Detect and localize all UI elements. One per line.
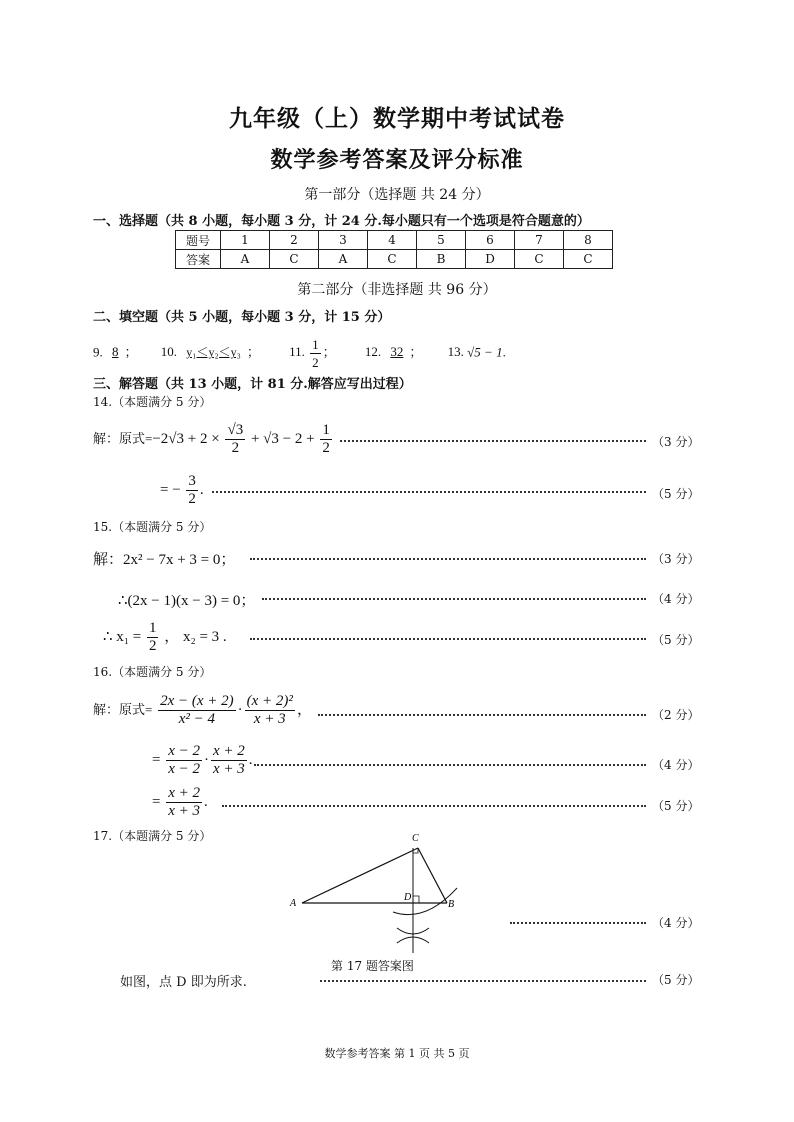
dotted-leader bbox=[250, 558, 646, 560]
right-angle-mark-d bbox=[413, 896, 419, 903]
q11-label: 11. bbox=[289, 344, 305, 360]
label-c: C bbox=[412, 833, 419, 844]
dotted-leader bbox=[510, 922, 646, 924]
segment-cb bbox=[418, 848, 447, 903]
q17-head: 17.（本题满分 5 分） bbox=[93, 829, 212, 843]
q10-label: 10. bbox=[160, 344, 178, 360]
answer-table bbox=[175, 230, 613, 269]
dotted-leader bbox=[320, 980, 646, 982]
q15-score2: （4 分） bbox=[652, 592, 700, 606]
q15-score1: （3 分） bbox=[652, 552, 700, 566]
q17-conclusion: 如图，点 D 即为所求. bbox=[120, 975, 247, 990]
q13-answer: √5 − 1 bbox=[467, 344, 503, 360]
q16-line2: = $\frac{x - 2}{x - 2}$ · $\frac{x + 2}{x + 3}$ . bbox=[152, 743, 253, 777]
fill-answers: 9. 8 ； 10. y₁＜y₂＜y₃ ； 11. $\frac{1}{2}$ ； 12. 32 ； 13. √5 − 1. bbox=[93, 337, 506, 370]
label-a: A bbox=[290, 898, 297, 909]
q15-line2: ∴(2x − 1)(x − 3) = 0； bbox=[118, 593, 256, 609]
dotted-leader bbox=[262, 598, 646, 600]
table-cell: D bbox=[466, 250, 515, 269]
table-cell: 5 bbox=[417, 231, 466, 250]
q16-score3: （5 分） bbox=[652, 799, 700, 813]
table-cell: A bbox=[319, 250, 368, 269]
q12-label: 12. bbox=[364, 344, 382, 360]
section-solve-title: 三、解答题（共 13 小题，计 81 分.解答应写出过程） bbox=[93, 377, 412, 392]
label-b: B bbox=[448, 899, 455, 910]
q15-head: 15.（本题满分 5 分） bbox=[93, 520, 212, 534]
table-cell: 6 bbox=[466, 231, 515, 250]
q16-score1: （2 分） bbox=[652, 708, 700, 722]
table-cell: 7 bbox=[515, 231, 564, 250]
q17-score2: （5 分） bbox=[652, 973, 700, 987]
page-footer: 数学参考答案 第 1 页 共 5 页 bbox=[324, 1047, 470, 1060]
q14-score2: （5 分） bbox=[652, 487, 700, 501]
part2-label: 第二部分（非选择题 共 96 分） bbox=[297, 282, 497, 298]
table-cell: C bbox=[368, 250, 417, 269]
q16-head: 16.（本题满分 5 分） bbox=[93, 665, 212, 679]
q10-answer: y₁＜y₂＜y₃ bbox=[186, 345, 241, 360]
table-cell: 3 bbox=[319, 231, 368, 250]
segment-ac bbox=[302, 848, 418, 903]
q14-line1: 解：原式=−2√3 + 2 × $\frac{√3}{2}$ + √3 − 2 + $\frac{1}{2}$ bbox=[93, 422, 330, 456]
table-cell: C bbox=[564, 250, 613, 269]
table-cell: C bbox=[270, 250, 319, 269]
q11-answer: $\frac{1}{2}$ bbox=[312, 337, 319, 370]
q16-line1: 解：原式= $\frac{2x - (x + 2)}{\text{x² − 4}}$ · $\frac{\text{(x + 2)²}}{x + 3}$ ， bbox=[93, 693, 312, 727]
table-cell: 2 bbox=[270, 231, 319, 250]
table-cell: 1 bbox=[221, 231, 270, 250]
q16-score2: （4 分） bbox=[652, 758, 700, 772]
dotted-leader bbox=[250, 638, 646, 640]
q15-line3: ∴ x₁ = $\frac{1}{2}$ ， x₂ = 3 . bbox=[103, 620, 227, 654]
section-fill-title: 二、填空题（共 5 小题，每小题 3 分，计 15 分） bbox=[93, 310, 391, 325]
table-cell: C bbox=[515, 250, 564, 269]
q12-answer: 32 bbox=[390, 344, 404, 360]
row-label-answer: 答案 bbox=[176, 250, 221, 269]
table-cell: 4 bbox=[368, 231, 417, 250]
table-cell: A bbox=[221, 250, 270, 269]
page-title: 九年级（上）数学期中考试试卷 bbox=[229, 105, 565, 132]
page-subtitle: 数学参考答案及评分标准 bbox=[270, 147, 524, 173]
dotted-leader bbox=[254, 764, 646, 766]
q16-line3: = $\frac{x + 2}{x + 3}$ . bbox=[152, 785, 208, 819]
table-cell: 8 bbox=[564, 231, 613, 250]
row-label-number: 题号 bbox=[176, 231, 221, 250]
section-choice-title: 一、选择题（共 8 小题，每小题 3 分，计 24 分.每小题只有一个选项是符合题意的） bbox=[93, 214, 590, 229]
dotted-leader bbox=[340, 440, 646, 442]
dotted-leader bbox=[212, 491, 646, 493]
q9-label: 9. bbox=[93, 344, 103, 360]
label-d: D bbox=[404, 892, 412, 903]
dotted-leader bbox=[222, 805, 646, 807]
q17-caption: 第 17 题答案图 bbox=[331, 959, 414, 973]
q15-line1: 解：2x² − 7x + 3 = 0； bbox=[93, 552, 236, 568]
q9-answer: 8 bbox=[112, 344, 119, 360]
q14-score1: （3 分） bbox=[652, 435, 700, 449]
q13-label: 13. bbox=[447, 344, 464, 360]
part1-label: 第一部分（选择题 共 24 分） bbox=[304, 187, 490, 203]
table-cell: B bbox=[417, 250, 466, 269]
q17-score1: （4 分） bbox=[652, 916, 700, 930]
table-row bbox=[176, 231, 613, 250]
q17-figure bbox=[285, 828, 475, 958]
q15-score3: （5 分） bbox=[652, 633, 700, 647]
table-row bbox=[176, 250, 613, 269]
q14-line2: = − $\frac{3}{2}$ . bbox=[160, 473, 204, 507]
dotted-leader bbox=[318, 714, 646, 716]
q14-head: 14.（本题满分 5 分） bbox=[93, 395, 212, 409]
